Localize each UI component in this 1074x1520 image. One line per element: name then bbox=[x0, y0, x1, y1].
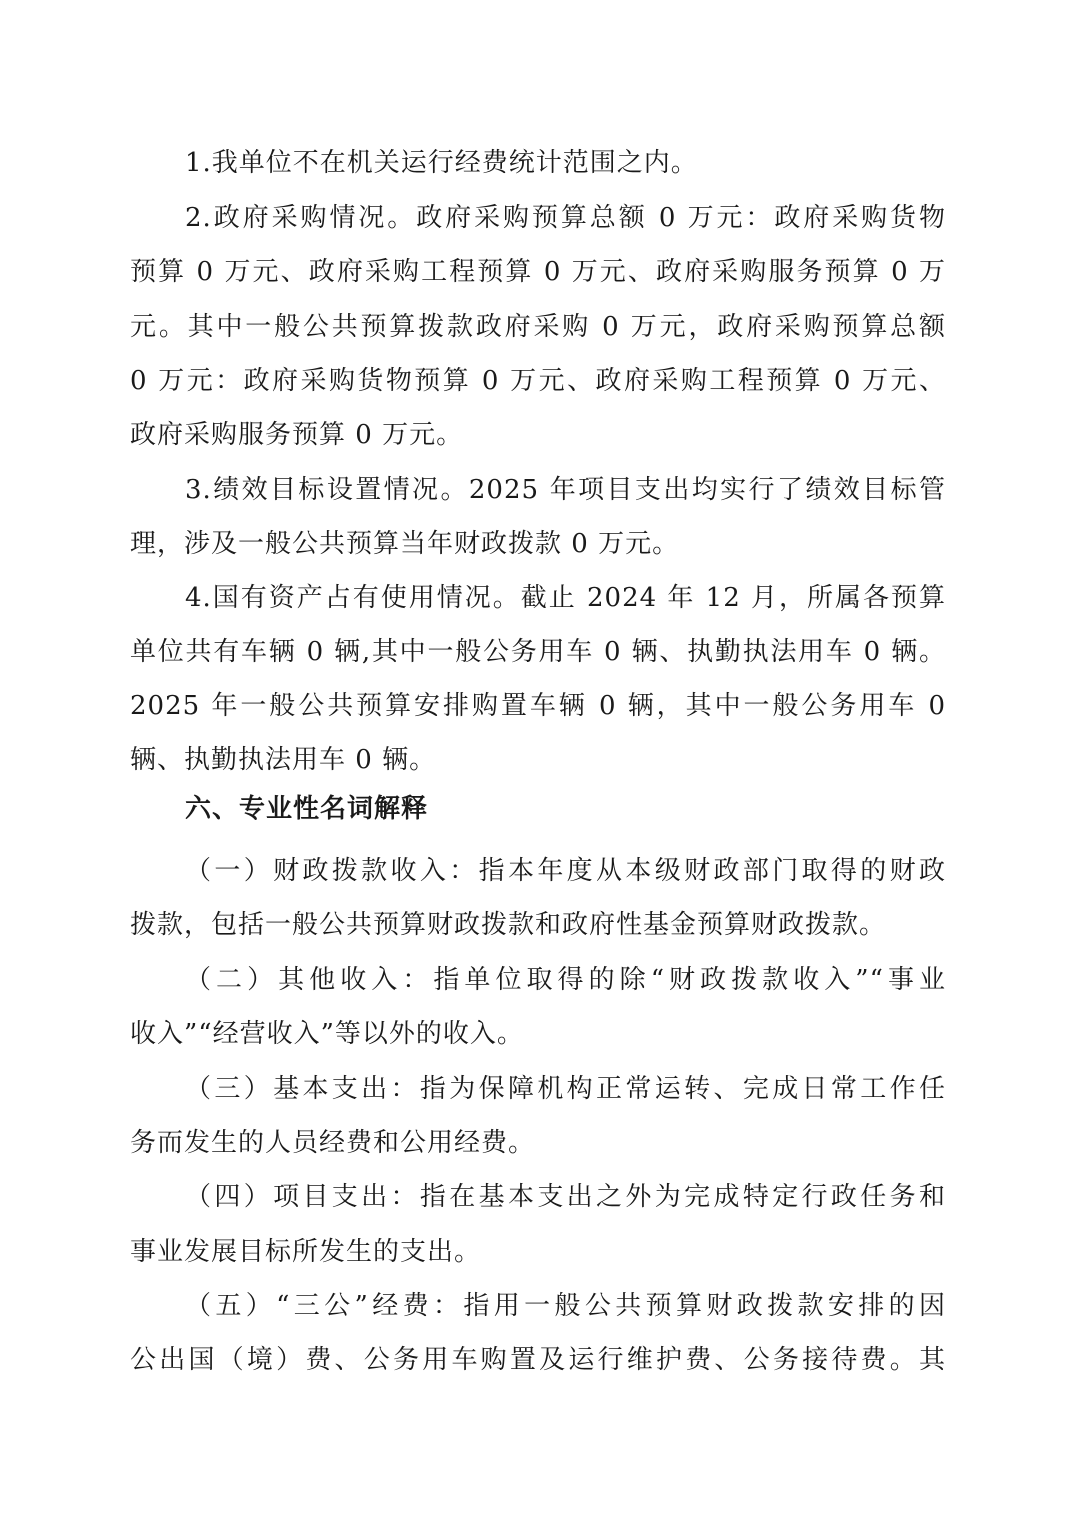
definition-3-line-2: 务而发生的人员经费和公用经费。 bbox=[130, 1128, 536, 1158]
definition-1-line-1: （一）财政拨款收入：指本年度从本级财政部门取得的财政 bbox=[185, 856, 946, 886]
definition-2-line-1: （二）其他收入：指单位取得的除“财政拨款收入”“事业 bbox=[185, 965, 946, 995]
paragraph-4-line-3: 2025 年一般公共预算安排购置车辆 0 辆，其中一般公务用车 0 bbox=[130, 691, 946, 721]
definition-4-line-1: （四）项目支出：指在基本支出之外为完成特定行政任务和 bbox=[185, 1182, 946, 1212]
paragraph-2-line-4: 0 万元：政府采购货物预算 0 万元、政府采购工程预算 0 万元、 bbox=[130, 366, 946, 396]
paragraph-3-line-2: 理，涉及一般公共预算当年财政拨款 0 万元。 bbox=[130, 529, 680, 559]
paragraph-1-line-1: 1.我单位不在机关运行经费统计范围之内。 bbox=[185, 148, 698, 178]
paragraph-2-line-5: 政府采购服务预算 0 万元。 bbox=[130, 420, 464, 450]
definition-5-line-1: （五）“三公”经费：指用一般公共预算财政拨款安排的因 bbox=[185, 1291, 946, 1321]
paragraph-2-line-2: 预算 0 万元、政府采购工程预算 0 万元、政府采购服务预算 0 万 bbox=[130, 257, 946, 287]
paragraph-4-line-2: 单位共有车辆 0 辆,其中一般公务用车 0 辆、执勤执法用车 0 辆。 bbox=[130, 637, 946, 667]
definition-5-line-2: 公出国（境）费、公务用车购置及运行维护费、公务接待费。其 bbox=[130, 1345, 946, 1375]
paragraph-4-line-1: 4.国有资产占有使用情况。截止 2024 年 12 月，所属各预算 bbox=[185, 583, 946, 613]
paragraph-2-line-1: 2.政府采购情况。政府采购预算总额 0 万元：政府采购货物 bbox=[185, 203, 946, 233]
definition-2-line-2: 收入”“经营收入”等以外的收入。 bbox=[130, 1019, 524, 1049]
definition-3-line-1: （三）基本支出：指为保障机构正常运转、完成日常工作任 bbox=[185, 1074, 946, 1104]
definition-4-line-2: 事业发展目标所发生的支出。 bbox=[130, 1237, 482, 1267]
paragraph-3-line-1: 3.绩效目标设置情况。2025 年项目支出均实行了绩效目标管 bbox=[185, 475, 946, 505]
definition-1-line-2: 拨款，包括一般公共预算财政拨款和政府性基金预算财政拨款。 bbox=[130, 910, 887, 940]
paragraph-2-line-3: 元。其中一般公共预算拨款政府采购 0 万元，政府采购预算总额 bbox=[130, 312, 946, 342]
section-heading: 六、专业性名词解释 bbox=[185, 794, 429, 824]
paragraph-4-line-4: 辆、执勤执法用车 0 辆。 bbox=[130, 745, 437, 775]
